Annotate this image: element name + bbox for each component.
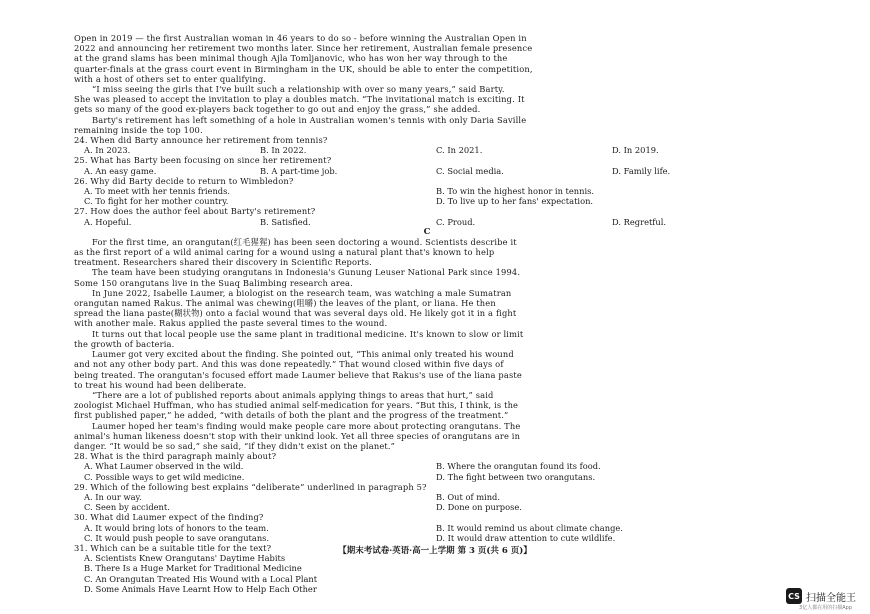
- question-stem: 30. What did Laumer expect of the finding?: [74, 512, 264, 523]
- option-d: D. Family life.: [612, 165, 671, 176]
- text-line: to treat his wound had been deliberate.: [74, 379, 247, 390]
- text-line: remaining inside the top 100.: [74, 124, 203, 135]
- text-line: Barty's retirement has left something of a hole in Australian women's tennis with only Daria Saville: [92, 114, 527, 125]
- text-line: “There are a lot of published reports about animals applying things to areas that hurt,” said: [92, 389, 494, 400]
- text-line: She was pleased to accept the invitation to play a doubles match. “The invitational match is exciting. It: [74, 94, 525, 105]
- text-line: Some 150 orangutans live in the Suaq Balimbing research area.: [74, 277, 353, 288]
- option-d: D. It would draw attention to cute wildlife.: [436, 532, 616, 543]
- question-stem: 25. What has Barty been focusing on since her retirement?: [74, 155, 332, 166]
- option-d: D. Some Animals Have Learnt How to Help Each Other: [84, 583, 317, 594]
- option-d: D. Done on purpose.: [436, 502, 522, 513]
- question-stem: 29. Which of the following best explains “deliberate” underlined in paragraph 5?: [74, 481, 427, 492]
- text-line: zoologist Michael Huffman, who has studied animal self-medication for years. “But this, I think, is the: [74, 400, 519, 411]
- passage-c: [74, 237, 780, 451]
- text-line: The team have been studying orangutans in Indonesia's Gunung Leuser National Park since 1994.: [92, 267, 521, 278]
- text-line: treatment. Researchers shared their discovery in Scientific Reports.: [74, 257, 372, 268]
- text-line: spread the liana paste(糊状物) onto a facial wound that was several days old. He likely got it in a fight: [74, 308, 517, 319]
- question-26: [74, 176, 780, 207]
- text-line: with a host of others set to enter qualifying.: [74, 73, 267, 84]
- option-d: D. Regretful.: [612, 216, 667, 227]
- option-c: C. Social media.: [436, 165, 504, 176]
- option-b: B. Where the orangutan found its food.: [436, 461, 601, 472]
- question-stem: 26. Why did Barty decide to return to Wimbledon?: [74, 175, 294, 186]
- question-25: [74, 155, 780, 175]
- section-c-label: C: [423, 226, 431, 237]
- text-line: first published paper,” he added, “with details of both the plant and the progress of the treatment.”: [74, 410, 509, 421]
- text-line: “I miss seeing the girls that I've built such a relationship with over so many years,” said Barty.: [92, 84, 505, 95]
- option-a: A. An easy game.: [84, 165, 157, 176]
- question-27: [74, 206, 780, 226]
- option-c: C. An Orangutan Treated His Wound with a Local Plant: [84, 573, 318, 584]
- text-line: the growth of bacteria.: [74, 338, 175, 349]
- text-line: danger. “It would be so sad,” she said, “if they didn't exist on the planet.”: [74, 440, 396, 451]
- text-line: It turns out that local people use the same plant in traditional medicine. It's known to slow or limit: [92, 328, 524, 339]
- option-b: B. A part-time job.: [260, 165, 338, 176]
- question-stem: 24. When did Barty announce her retirement from tennis?: [74, 135, 328, 146]
- text-line: For the first time, an orangutan(红毛猩猩) has been seen doctoring a wound. Scientists describe it: [92, 236, 517, 247]
- option-b: B. To win the highest honor in tennis.: [436, 186, 595, 197]
- option-d: D. In 2019.: [612, 145, 659, 156]
- option-a: A. Hopeful.: [84, 216, 132, 227]
- option-b: B. There Is a Huge Market for Traditional Medicine: [84, 563, 302, 574]
- option-a: A. In our way.: [84, 491, 142, 502]
- question-30: [74, 512, 780, 543]
- camscanner-logo-icon: CS: [786, 588, 802, 604]
- text-line: with another male. Rakus applied the paste several times to the wound.: [74, 318, 388, 329]
- question-29: [74, 482, 780, 513]
- text-line: as the first report of a wild animal caring for a wound using a natural plant that's known to help: [74, 247, 495, 258]
- scanner-watermark: [786, 588, 856, 604]
- text-line: animal's human likeness doesn't stop with their unkind look. Yet all three species of orangutans are in: [74, 430, 521, 441]
- question-stem: 31. Which can be a suitable title for the text?: [74, 542, 272, 553]
- option-a: A. What Laumer observed in the wild.: [84, 461, 244, 472]
- option-c: C. In 2021.: [436, 145, 483, 156]
- option-c: C. Possible ways to get wild medicine.: [84, 471, 245, 482]
- option-b: B. Satisfied.: [260, 216, 311, 227]
- question-stem: 27. How does the author feel about Barty's retirement?: [74, 206, 316, 217]
- option-c: C. Proud.: [436, 216, 476, 227]
- text-line: and not any other body part. And this was done repeatedly.” That wound closed within five days of: [74, 359, 504, 370]
- text-line: Open in 2019 — the first Australian woman in 46 years to do so - before winning the Australian Open in: [74, 33, 527, 43]
- passage-b-tail: [74, 33, 780, 135]
- page-footer: 【期末考试卷·英语·高一上学期 第 3 页(共 6 页)】: [338, 546, 532, 556]
- text-line: 2022 and announcing her retirement two months later. Since her retirement, Australian female presence: [74, 43, 533, 54]
- option-a: A. It would bring lots of honors to the team.: [84, 522, 269, 533]
- option-d: D. To live up to her fans' expectation.: [436, 196, 594, 207]
- exam-page: [74, 33, 780, 594]
- option-d: D. The fight between two orangutans.: [436, 471, 596, 482]
- question-24: [74, 135, 780, 155]
- option-b: B. In 2022.: [260, 145, 307, 156]
- text-line: orangutan named Rakus. The animal was chewing(咀嚼) the leaves of the plant, or liana. He then: [74, 298, 496, 309]
- text-line: Laumer hoped her team's finding would make people care more about protecting orangutans. The: [92, 420, 521, 431]
- question-28: [74, 451, 780, 482]
- option-c: C. Seen by accident.: [84, 502, 170, 513]
- option-b: B. Out of mind.: [436, 491, 501, 502]
- option-a: A. To meet with her tennis friends.: [84, 186, 231, 197]
- option-a: A. In 2023.: [84, 145, 131, 156]
- option-c: C. It would push people to save orangutans.: [84, 532, 270, 543]
- text-line: being treated. The orangutan's focused effort made Laumer believe that Rakus's use of the liana paste: [74, 369, 522, 380]
- text-line: gets so many of the good ex-players back together to go out and enjoy the grass,” she added.: [74, 104, 481, 115]
- scanner-name: 扫描全能王: [806, 592, 856, 604]
- text-line: quarter-finals at the grass court event in Birmingham in the UK, should be able to enter the competition,: [74, 63, 533, 74]
- option-c: C. To fight for her mother country.: [84, 196, 229, 207]
- option-a: A. Scientists Knew Orangutans' Daytime Habits: [84, 553, 286, 564]
- scanner-tagline: 3亿人都在用的扫描App: [799, 605, 852, 611]
- text-line: Laumer got very excited about the finding. She pointed out, “This animal only treated his wound: [92, 349, 514, 360]
- text-line: In June 2022, Isabelle Laumer, a biologist on the research team, was watching a male Sumatran: [92, 287, 512, 298]
- text-line: at the grand slams has been minimal though Ajla Tomljanovic, who has won her way through to the: [74, 53, 508, 64]
- option-b: B. It would remind us about climate change.: [436, 522, 623, 533]
- question-stem: 28. What is the third paragraph mainly about?: [74, 451, 277, 462]
